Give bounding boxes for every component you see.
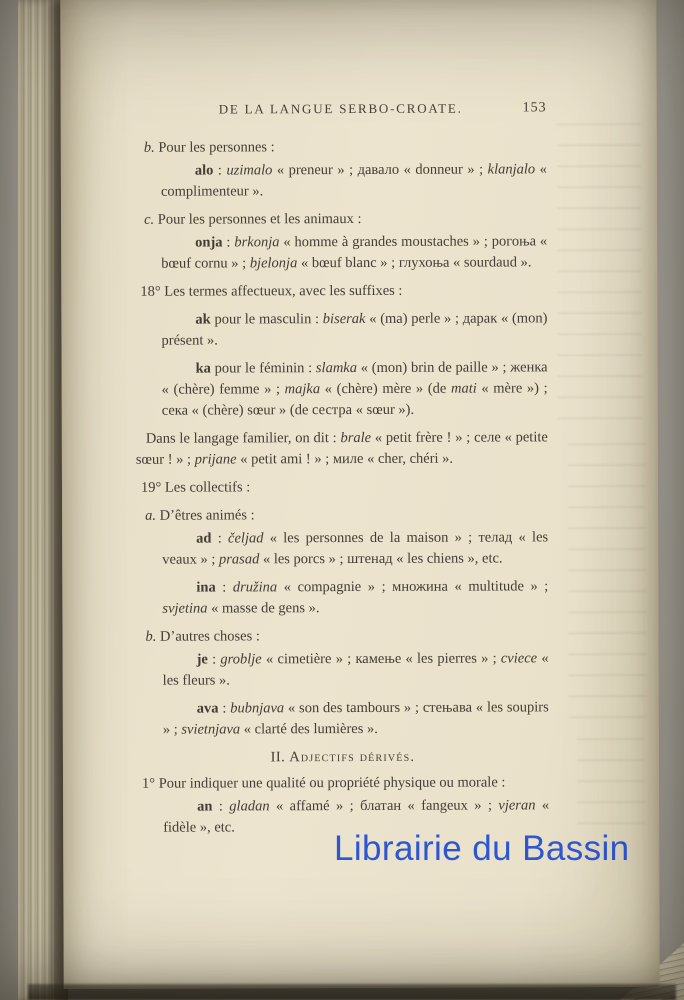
paragraph: ak pour le masculin : biserak « (ma) perle » ; дарак « (mon) présent ». [161, 310, 548, 349]
reverse-text-bleedthrough [568, 443, 647, 723]
paragraph: ava : bubnjava « son des tambours » ; стењава « les soupirs » ; svietnjava « clarté des lumières ». [162, 699, 549, 738]
paragraph: a. D’êtres animés : [145, 507, 255, 524]
paragraph: Dans le langage familier, on dit : brale « petit frère ! » ; селе « petite sœur ! » ; prijane « petit ami ! » ; миле « cher, chéri ». [135, 429, 548, 468]
paragraph: alo : uzimalo « preneur » ; давало « donneur » ; klanjalo « complimenteur ». [160, 161, 547, 200]
book-bottom-shadow [28, 984, 676, 1000]
paragraph: b. Pour les personnes : [143, 139, 275, 156]
page-number: 153 [522, 100, 547, 116]
paragraph: 1° Pour indiquer une qualité ou propriété physique ou morale : [141, 774, 506, 792]
paragraph: an : gladan « affamé » ; блатан « fangeux » ; vjeran « fidèle », etc. [163, 797, 550, 836]
reverse-text-bleedthrough [577, 738, 645, 828]
paragraph: II. Adjectifs dérivés. [270, 748, 416, 766]
paragraph: ina : družina « compagnie » ; множина « multitude » ; svjetina « masse de gens ». [162, 578, 549, 617]
paragraph: je : groblje « cimetière » ; камење « les pierres » ; cviece « les fleurs ». [162, 650, 549, 689]
paragraph: b. D’autres choses : [145, 628, 260, 645]
paragraph: 18° Les termes affectueux, avec les suffixes : [140, 282, 403, 300]
reverse-text-bleedthrough [557, 123, 642, 423]
running-title: DE LA LANGUE SERBO-CROATE. [218, 100, 463, 117]
paragraph: ka pour le féminin : slamka « (mon) brin de paille » ; женка « (chère) femme » ; majka « (chère) mère » (de mati « mère ») ; сека « (chère) sœur » (de сестра « sœur »). [161, 359, 548, 419]
page-header [135, 97, 547, 118]
page-content [135, 97, 550, 840]
paragraph: c. Pour les personnes et les animaux : [144, 210, 362, 228]
page-paragraphs [135, 136, 549, 838]
paragraph: 19° Les collectifs : [140, 479, 251, 496]
book-spine-page-edges [18, 0, 58, 1000]
paragraph: ad : čeljad « les personnes de la maison » ; телад « les veaux » ; prasad « les porcs » ; штенад « les chiens », etc. [162, 529, 549, 568]
paragraph: onja : brkonja « homme à grandes moustaches » ; рогоња « bœuf cornu » ; bjelonja « bœuf blanc » ; глухоња « sourdaud ». [161, 233, 548, 272]
bookseller-watermark: Librairie du Bassin [334, 829, 630, 868]
